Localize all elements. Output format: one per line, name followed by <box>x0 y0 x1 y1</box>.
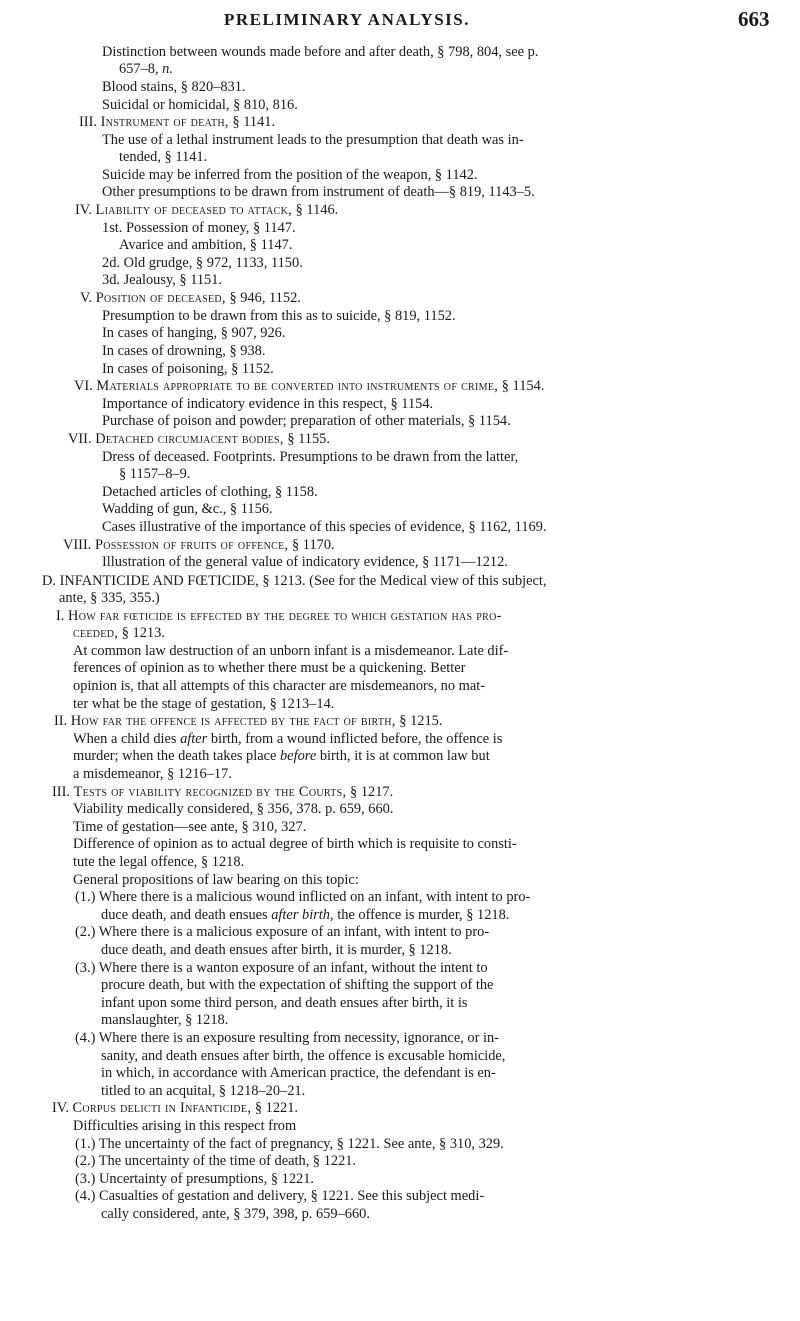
line-text: I. <box>56 608 68 624</box>
text-line <box>73 748 490 764</box>
text-line <box>75 889 530 905</box>
line-text: Wadding of gun, &c., § 1156. <box>102 501 273 517</box>
line-text: II. <box>54 713 71 729</box>
line-text: 3d. Jealousy, § 1151. <box>102 272 223 288</box>
line-text: VII. <box>68 431 96 447</box>
line-text: In cases of drowning, § 938. <box>102 343 266 359</box>
text-line <box>73 625 165 641</box>
line-text: procure death, but with the expectation of shifting the support of the <box>101 977 494 993</box>
text-line <box>75 1030 499 1046</box>
italic-text: before <box>279 748 317 764</box>
line-text: (4.) Casualties of gestation and delivery, § 1221. See this subject medi- <box>75 1188 485 1204</box>
line-text: D. INFANTICIDE AND FŒTICIDE, § 1213. (See for the Medical view of this subject, <box>42 573 547 589</box>
line-text: General propositions of law bearing on this topic: <box>73 872 359 888</box>
line-text: (2.) The uncertainty of the time of death, § 1221. <box>75 1153 357 1169</box>
section-heading: ceeded, <box>73 625 119 641</box>
line-text: § 1213. <box>118 625 165 641</box>
text-line <box>75 960 488 976</box>
line-text: ferences of opinion as to whether there must be a quickening. Better <box>73 660 466 676</box>
section-heading: Liability of deceased to attack, <box>95 202 293 218</box>
text-line <box>101 1083 305 1099</box>
line-text: (4.) Where there is an exposure resulting from necessity, ignorance, or in- <box>75 1030 499 1046</box>
line-text: 2d. Old grudge, § 972, 1133, 1150. <box>102 255 303 271</box>
text-line <box>102 396 433 412</box>
italic-text: after birth, <box>271 907 334 923</box>
line-text: § 1217. <box>346 784 394 800</box>
section-heading: Tests of viability recognized by the Courts, <box>73 784 347 800</box>
text-line <box>73 801 393 817</box>
line-text: the offence is murder, § 1218. <box>333 907 510 923</box>
text-line <box>73 643 508 659</box>
line-text: VIII. <box>63 537 95 553</box>
text-line <box>73 731 502 747</box>
text-line <box>119 61 173 77</box>
text-line <box>102 132 524 148</box>
text-line <box>101 995 467 1011</box>
text-line <box>119 237 292 253</box>
line-text: titled to an acquital, § 1218–20–21. <box>101 1083 306 1099</box>
text-line <box>73 766 232 782</box>
line-text: Importance of indicatory evidence in this respect, § 1154. <box>102 396 434 412</box>
line-text: opinion is, that all attempts of this character are misdemeanors, no mat- <box>73 678 486 694</box>
line-text: manslaughter, § 1218. <box>101 1012 229 1028</box>
text-line <box>102 501 273 517</box>
text-line <box>80 290 301 306</box>
text-line <box>73 660 465 676</box>
text-line <box>119 149 207 165</box>
line-text: Viability medically considered, § 356, 378. p. 659, 660. <box>73 801 394 817</box>
italic-text: after <box>180 731 208 747</box>
line-text: Suicidal or homicidal, § 810, 816. <box>102 97 298 113</box>
line-text: IV. <box>75 202 96 218</box>
line-text: Difficulties arising in this respect from <box>73 1118 297 1134</box>
line-text: § 1215. <box>395 713 443 729</box>
text-line <box>102 255 303 271</box>
italic-text: n. <box>162 61 173 77</box>
text-line <box>101 1065 496 1081</box>
text-line <box>102 184 535 200</box>
line-text: (3.) Where there is a wanton exposure of an infant, without the intent to <box>75 960 488 976</box>
line-text: III. <box>52 784 74 800</box>
text-line <box>101 942 452 958</box>
text-line <box>75 1171 314 1187</box>
line-text: In cases of poisoning, § 1152. <box>102 361 274 377</box>
line-text: tute the legal offence, § 1218. <box>73 854 245 870</box>
line-text: § 1146. <box>292 202 339 218</box>
text-line <box>102 325 285 341</box>
section-heading: Materials appropriate to be converted into instruments of crime, <box>96 378 499 394</box>
line-text: VI. <box>74 378 97 394</box>
text-line <box>73 1118 296 1134</box>
line-text: At common law destruction of an unborn infant is a misdemeanor. Late dif- <box>73 643 509 659</box>
text-line <box>101 1012 228 1028</box>
text-line <box>101 1206 370 1222</box>
line-text: § 1141. <box>228 114 276 130</box>
line-text: murder; when the death takes place <box>73 748 280 764</box>
text-line <box>101 977 493 993</box>
line-text: Time of gestation—see ante, § 310, 327. <box>73 819 307 835</box>
text-line <box>42 573 547 589</box>
text-line <box>102 97 298 113</box>
text-line <box>75 924 489 940</box>
line-text: The use of a lethal instrument leads to the presumption that death was in- <box>102 132 524 148</box>
text-line <box>73 854 244 870</box>
text-line <box>102 44 538 60</box>
text-line <box>52 784 393 800</box>
line-text: Distinction between wounds made before and after death, § 798, 804, see p. <box>102 44 539 60</box>
line-text: § 1221. <box>251 1100 299 1116</box>
section-heading: Instrument of death, <box>100 114 229 130</box>
line-text: duce death, and death ensues <box>101 907 272 923</box>
text-line <box>75 1153 356 1169</box>
text-line <box>102 484 318 500</box>
text-line <box>102 449 518 465</box>
line-text: birth, from a wound inflicted before, the offence is <box>207 731 503 747</box>
line-text: infant upon some third person, and death ensues after birth, it is <box>101 995 468 1011</box>
line-text: Purchase of poison and powder; preparation of other materials, § 1154. <box>102 413 511 429</box>
line-text: V. <box>80 290 96 306</box>
line-text: Illustration of the general value of indicatory evidence, § 1171—1212. <box>102 554 508 570</box>
line-text: ante, § 335, 355.) <box>59 590 160 606</box>
line-text: Dress of deceased. Footprints. Presumptions to be drawn from the latter, <box>102 449 519 465</box>
section-heading: Possession of fruits of offence, <box>94 537 289 553</box>
text-line <box>75 1136 504 1152</box>
line-text: Presumption to be drawn from this as to suicide, § 819, 1152. <box>102 308 456 324</box>
text-line <box>102 167 478 183</box>
section-heading: Position of deceased, <box>95 290 226 306</box>
line-text: Cases illustrative of the importance of this species of evidence, § 1162, 1169. <box>102 519 547 535</box>
line-text: duce death, and death ensues after birth, it is murder, § 1218. <box>101 942 452 958</box>
line-text: 1st. Possession of money, § 1147. <box>102 220 296 236</box>
text-line <box>102 79 246 95</box>
text-line <box>102 272 222 288</box>
line-text: § 946, 1152. <box>225 290 301 306</box>
text-line <box>73 678 485 694</box>
line-text: § 1155. <box>283 431 330 447</box>
text-line <box>119 466 190 482</box>
text-line <box>102 361 274 377</box>
text-line <box>102 554 508 570</box>
text-line <box>73 696 334 712</box>
text-line <box>79 114 275 130</box>
text-line <box>75 1188 484 1204</box>
section-heading: How far fœticide is effected by the degree to which gestation has pro- <box>68 608 502 624</box>
line-text: Blood stains, § 820–831. <box>102 79 246 95</box>
text-line <box>75 202 338 218</box>
text-line <box>102 308 456 324</box>
text-line <box>102 413 511 429</box>
line-text: § 1157–8–9. <box>119 466 191 482</box>
text-line <box>102 343 265 359</box>
line-text: (1.) The uncertainty of the fact of pregnancy, § 1221. See ante, § 310, 329. <box>75 1136 504 1152</box>
line-text: IV. <box>52 1100 73 1116</box>
text-line <box>59 590 160 606</box>
line-text: (2.) Where there is a malicious exposure of an infant, with intent to pro- <box>75 924 490 940</box>
text-line <box>68 431 330 447</box>
text-line <box>73 819 306 835</box>
line-text: birth, it is at common law but <box>316 748 490 764</box>
section-heading: Corpus delicti in Infanticide, <box>72 1100 252 1116</box>
text-line <box>74 378 544 394</box>
line-text: a misdemeanor, § 1216–17. <box>73 766 232 782</box>
page-number: 663 <box>738 7 770 31</box>
line-text: Other presumptions to be drawn from instrument of death—§ 819, 1143–5. <box>102 184 535 200</box>
line-text: Difference of opinion as to actual degree of birth which is requisite to consti- <box>73 836 517 852</box>
line-text: When a child dies <box>73 731 181 747</box>
line-text: Avarice and ambition, § 1147. <box>119 237 293 253</box>
section-heading: How far the offence is affected by the fact of birth, <box>70 713 396 729</box>
running-header <box>0 6 800 32</box>
line-text: In cases of hanging, § 907, 926. <box>102 325 286 341</box>
running-title: PRELIMINARY ANALYSIS. <box>224 10 470 29</box>
section-heading: Detached circumjacent bodies, <box>95 431 284 447</box>
line-text: § 1154. <box>498 378 545 394</box>
text-line <box>56 608 502 624</box>
line-text: 657–8, <box>119 61 163 77</box>
line-text: sanity, and death ensues after birth, the offence is excusable homicide, <box>101 1048 506 1064</box>
text-line <box>63 537 335 553</box>
line-text: III. <box>79 114 101 130</box>
text-line <box>73 872 359 888</box>
text-line <box>52 1100 298 1116</box>
text-line <box>54 713 442 729</box>
text-line <box>101 1048 505 1064</box>
line-text: cally considered, ante, § 379, 398, p. 659–660. <box>101 1206 370 1222</box>
line-text: § 1170. <box>288 537 335 553</box>
line-text: ter what be the stage of gestation, § 1213–14. <box>73 696 335 712</box>
line-text: Detached articles of clothing, § 1158. <box>102 484 318 500</box>
text-line <box>102 519 547 535</box>
line-text: (1.) Where there is a malicious wound inflicted on an infant, with intent to pro- <box>75 889 531 905</box>
text-line <box>101 907 509 923</box>
text-line <box>73 836 517 852</box>
line-text: Suicide may be inferred from the position of the weapon, § 1142. <box>102 167 478 183</box>
text-line <box>102 220 296 236</box>
line-text: (3.) Uncertainty of presumptions, § 1221. <box>75 1171 314 1187</box>
line-text: tended, § 1141. <box>119 149 208 165</box>
line-text: in which, in accordance with American practice, the defendant is en- <box>101 1065 496 1081</box>
